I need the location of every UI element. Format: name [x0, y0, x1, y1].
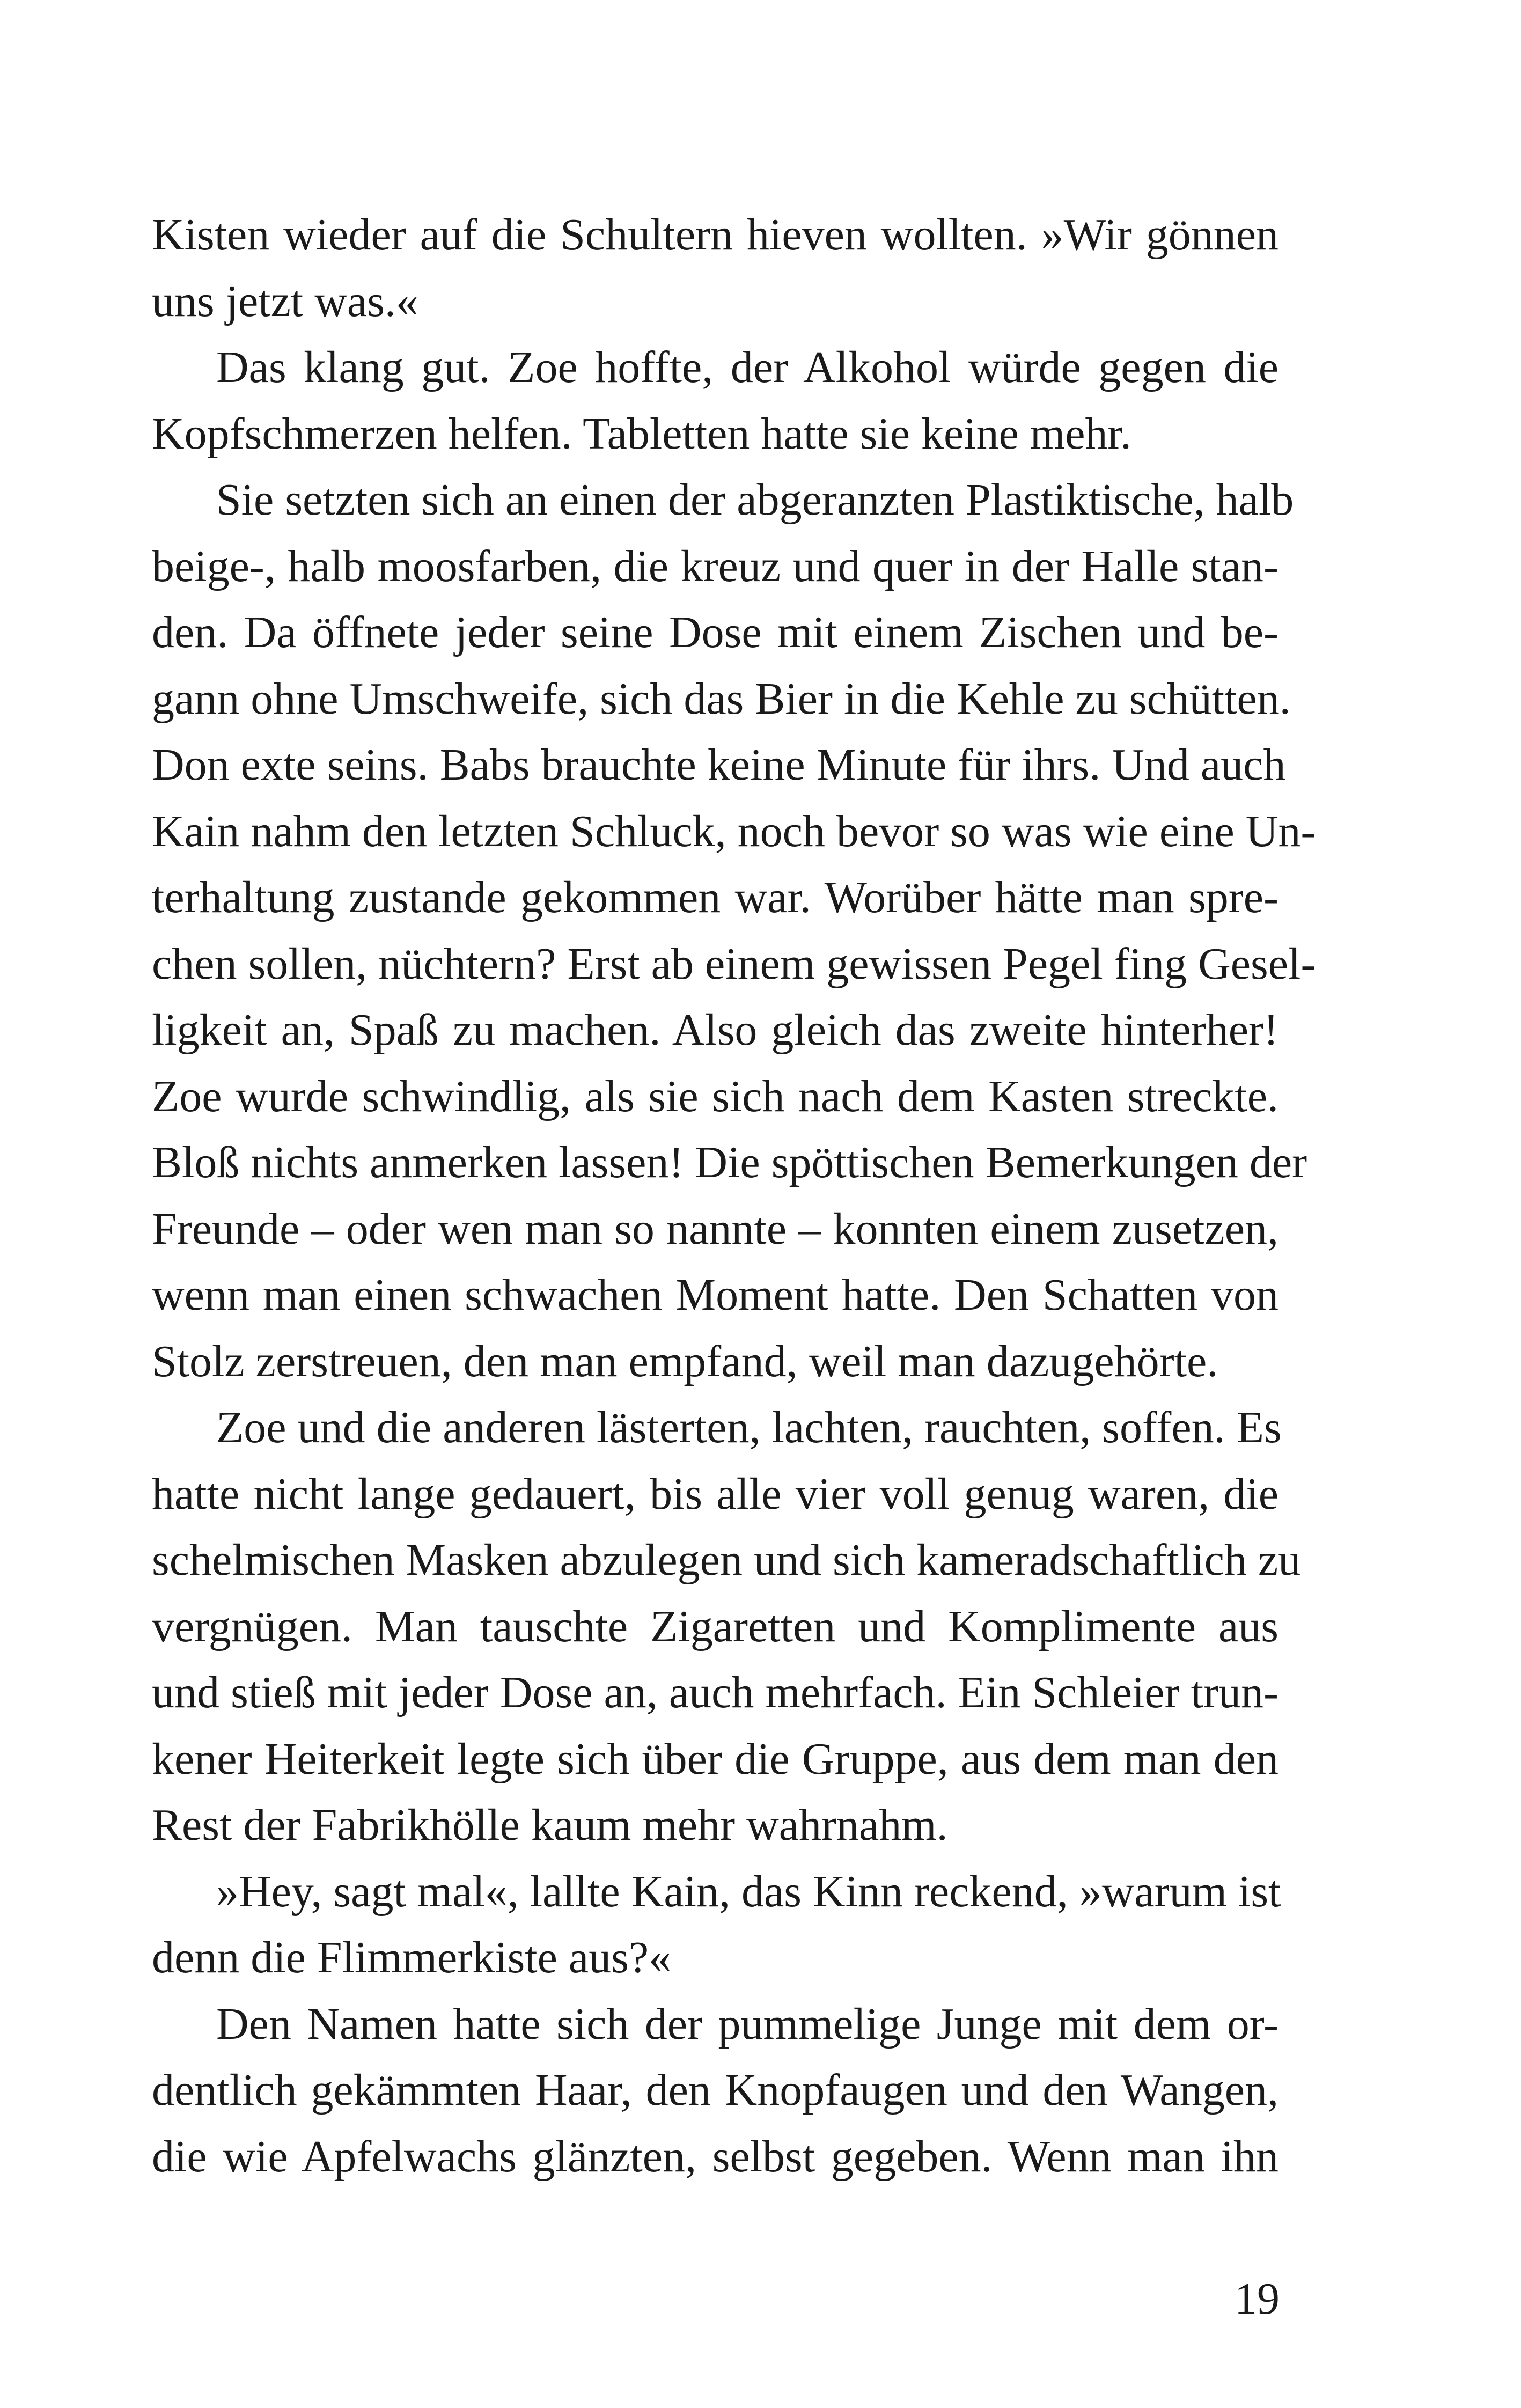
- text-line: chen sollen, nüchtern? Erst ab einem gewissen Pegel fing Gesel-: [152, 938, 1316, 989]
- text-line: Den Namen hatte sich der pummelige Junge mit dem or-: [216, 1999, 1278, 2049]
- text-line: Kain nahm den letzten Schluck, noch bevor so was wie eine Un-: [152, 806, 1316, 856]
- page-number: 19: [1235, 2274, 1280, 2324]
- text-line: beige-, halb moosfarben, die kreuz und quer in der Halle stan-: [152, 541, 1278, 591]
- text-line: schelmischen Masken abzulegen und sich kameradschaftlich zu: [152, 1535, 1301, 1585]
- text-line: hatte nicht lange gedauert, bis alle vier voll genug waren, die: [152, 1469, 1278, 1519]
- text-line: Das klang gut. Zoe hoffte, der Alkohol würde gegen die: [216, 342, 1278, 392]
- text-line: Sie setzten sich an einen der abgeranzten Plastiktische, halb: [216, 475, 1294, 525]
- text-line: Freunde – oder wen man so nannte – konnten einem zusetzen,: [152, 1203, 1278, 1254]
- text-line: die wie Apfelwachs glänzten, selbst gegeben. Wenn man ihn: [152, 2131, 1278, 2182]
- text-line: Stolz zerstreuen, den man empfand, weil man dazugehörte.: [152, 1336, 1218, 1386]
- text-line: gann ohne Umschweife, sich das Bier in die Kehle zu schütten.: [152, 673, 1291, 724]
- text-line: »Hey, sagt mal«, lallte Kain, das Kinn reckend, »warum ist: [216, 1866, 1281, 1917]
- text-line: denn die Flimmerkiste aus?«: [152, 1933, 672, 1983]
- text-line: kener Heiterkeit legte sich über die Gruppe, aus dem man den: [152, 1734, 1278, 1784]
- text-line: Don exte seins. Babs brauchte keine Minute für ihrs. Und auch: [152, 740, 1286, 790]
- text-line: terhaltung zustande gekommen war. Worüber hätte man spre-: [152, 872, 1278, 922]
- text-line: wenn man einen schwachen Moment hatte. Den Schatten von: [152, 1270, 1278, 1320]
- text-line: und stieß mit jeder Dose an, auch mehrfach. Ein Schleier trun-: [152, 1668, 1278, 1717]
- text-line: Kisten wieder auf die Schultern hieven wollten. »Wir gönnen: [152, 210, 1278, 260]
- text-line: den. Da öffnete jeder seine Dose mit einem Zischen und be-: [152, 607, 1278, 657]
- text-line: Rest der Fabrikhölle kaum mehr wahrnahm.: [152, 1800, 948, 1850]
- text-line: dentlich gekämmten Haar, den Knopfaugen und den Wangen,: [152, 2065, 1278, 2115]
- text-line: Kopfschmerzen helfen. Tabletten hatte sie keine mehr.: [152, 408, 1131, 459]
- text-line: Bloß nichts anmerken lassen! Die spöttischen Bemerkungen der: [152, 1137, 1307, 1187]
- text-line: uns jetzt was.«: [152, 276, 418, 326]
- text-line: vergnügen. Man tauschte Zigaretten und Komplimente aus: [152, 1601, 1278, 1651]
- text-line: Zoe wurde schwindlig, als sie sich nach dem Kasten streckte.: [152, 1071, 1278, 1121]
- body-text: [152, 202, 1316, 2190]
- text-line: Zoe und die anderen lästerten, lachten, rauchten, soffen. Es: [216, 1403, 1282, 1452]
- text-line: ligkeit an, Spaß zu machen. Also gleich das zweite hinterher!: [152, 1005, 1278, 1055]
